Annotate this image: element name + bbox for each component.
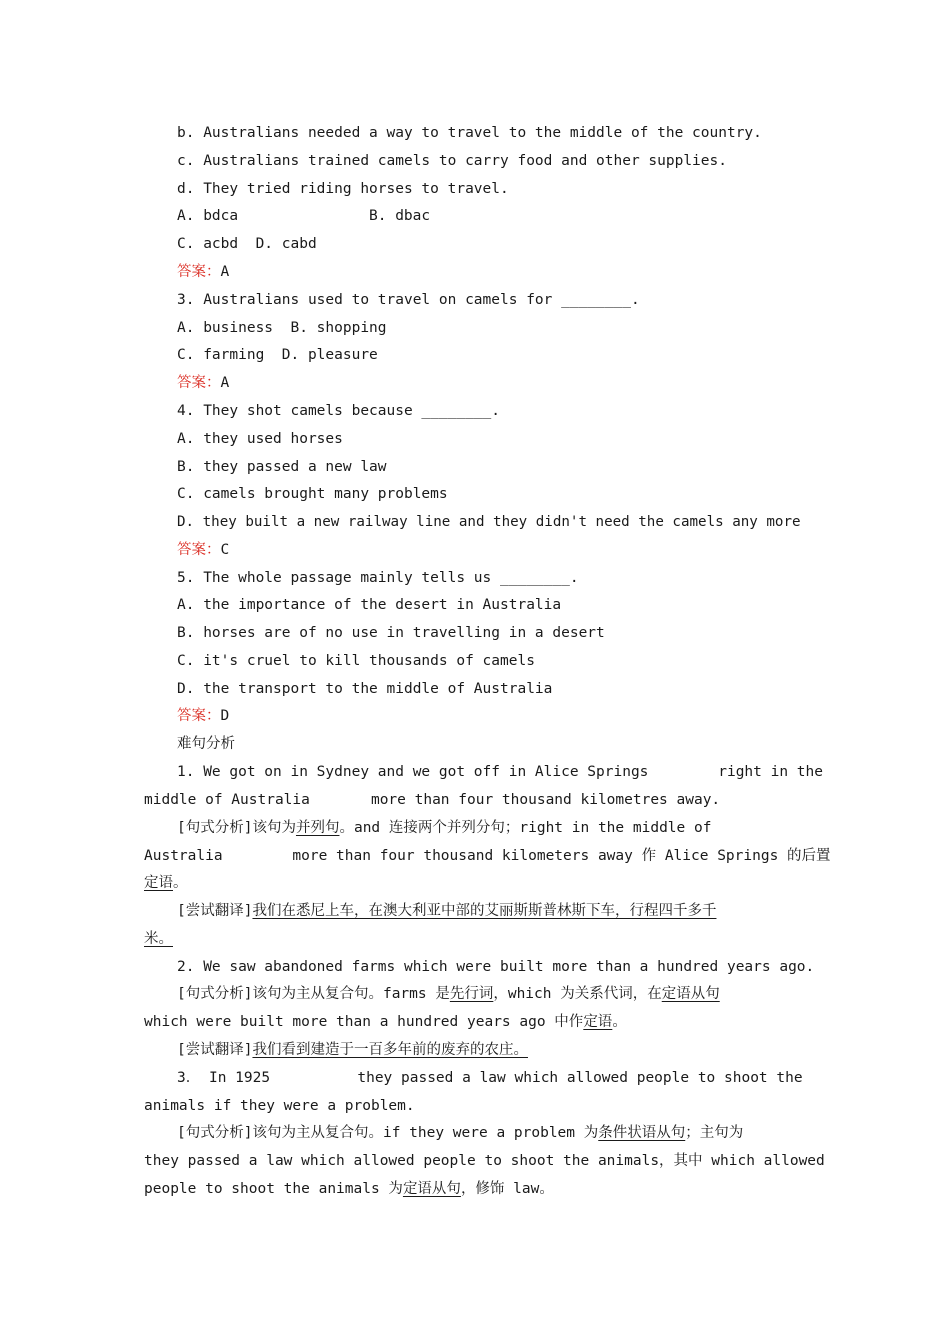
analysis-term: 定语从句 [402, 1181, 461, 1197]
analysis-text: people to shoot the animals 为 [144, 1181, 403, 1197]
q2-answer [177, 262, 229, 282]
q3-choice-ab: A. business B. shopping [177, 320, 387, 336]
q5-choice-a: A. the importance of the desert in Australia [177, 597, 562, 613]
q2-choice-b: B. dbac [369, 208, 431, 224]
q5-choice-d: D. the transport to the middle of Australia [177, 681, 553, 697]
q4-choice-c: C. camels brought many problems [177, 486, 448, 502]
section-title: 难句分析 [177, 736, 235, 752]
q5-choice-b: B. horses are of no use in travelling in a desert [177, 625, 605, 641]
analysis-text: 。 [173, 875, 188, 891]
s2-translation [177, 1040, 528, 1060]
q2-choice-cd: C. acbd D. cabd [177, 236, 317, 252]
q5-answer [177, 706, 229, 726]
q4-question: 4. They shot camels because ________. [177, 403, 501, 419]
analysis-text: which were built more than a hundred years ago 中作 [144, 1014, 584, 1030]
s3-sentence-line2: animals if they were a problem. [144, 1098, 415, 1114]
translation-text: 我们看到建造于一百多年前的废弃的农庄。 [252, 1042, 528, 1058]
s3-sentence-line1: 3． In 1925 they passed a law which allowed people to shoot the [177, 1070, 803, 1086]
q2-option-b: b. Australians needed a way to travel to the middle of the country. [177, 125, 762, 141]
analysis-text: [句式分析]该句为 [177, 820, 296, 836]
s1-analysis-line2: Australia more than four thousand kilometers away 作 Alice Springs 的后置 [144, 848, 831, 864]
q5-question: 5. The whole passage mainly tells us ________. [177, 570, 579, 586]
q2-option-c: c. Australians trained camels to carry food and other supplies. [177, 153, 727, 169]
q4-choice-d: D. they built a new railway line and they didn't need the camels any more [177, 514, 801, 530]
analysis-text: ，which 为关系代词，在 [493, 986, 662, 1002]
answer-label: 答案： [177, 375, 221, 391]
s3-analysis-line3 [144, 1179, 806, 1199]
q2-option-d: d. They tried riding horses to travel. [177, 181, 509, 197]
q3-answer [177, 373, 229, 393]
analysis-text: [句式分析]该句为主从复合句。farms 是 [177, 986, 450, 1002]
analysis-term: 先行词 [449, 986, 494, 1002]
q5-choice-c: C. it's cruel to kill thousands of camels [177, 653, 535, 669]
translation-text: 我们在悉尼上车，在澳大利亚中部的艾丽斯斯普林斯下车，行程四千多千 [252, 903, 717, 919]
s1-analysis-line3 [144, 873, 806, 893]
translation-label: [尝试翻译] [177, 903, 253, 919]
s2-sentence: 2. We saw abandoned farms which were built more than a hundred years ago. [177, 959, 815, 975]
s1-translation-line1 [177, 901, 716, 921]
answer-label: 答案： [177, 264, 221, 280]
analysis-text: 。 [612, 1014, 627, 1030]
q3-choice-cd: C. farming D. pleasure [177, 347, 378, 363]
analysis-text: ，修饰 law。 [460, 1181, 554, 1197]
s2-analysis-line2 [144, 1012, 806, 1032]
q4-choice-a: A. they used horses [177, 431, 343, 447]
analysis-term: 条件状语从句 [598, 1125, 686, 1141]
analysis-term: 并列句 [295, 820, 340, 836]
translation-label: [尝试翻译] [177, 1042, 253, 1058]
answer-label: 答案： [177, 542, 221, 558]
translation-text: 米。 [144, 931, 173, 947]
q4-answer [177, 540, 229, 560]
s1-sentence-line2: middle of Australia more than four thousand kilometres away. [144, 792, 721, 808]
analysis-term: 定语 [144, 875, 173, 891]
analysis-text: ；主句为 [685, 1125, 744, 1141]
analysis-text: 。and 连接两个并列分句；right in the middle of [339, 820, 712, 836]
answer-label: 答案： [177, 708, 221, 724]
q4-choice-b: B. they passed a new law [177, 459, 387, 475]
s3-analysis-line2: they passed a law which allowed people to shoot the animals，其中 which allowed [144, 1153, 825, 1169]
answer-value: A [220, 264, 230, 280]
s1-translation-line2 [144, 929, 806, 949]
q3-question: 3. Australians used to travel on camels for ________. [177, 292, 640, 308]
s1-analysis-line1 [177, 818, 806, 838]
analysis-text: [句式分析]该句为主从复合句。if they were a problem 为 [177, 1125, 599, 1141]
answer-value: D [220, 708, 230, 724]
s2-analysis-line1 [177, 984, 720, 1004]
answer-value: A [220, 375, 230, 391]
s1-sentence-line1: 1. We got on in Sydney and we got off in Alice Springs right in the [177, 764, 824, 780]
s3-analysis-line1 [177, 1123, 743, 1143]
q2-choice-a: A. bdca [177, 208, 239, 224]
analysis-term: 定语从句 [661, 986, 720, 1002]
analysis-term: 定语 [583, 1014, 613, 1030]
answer-value: C [220, 542, 230, 558]
